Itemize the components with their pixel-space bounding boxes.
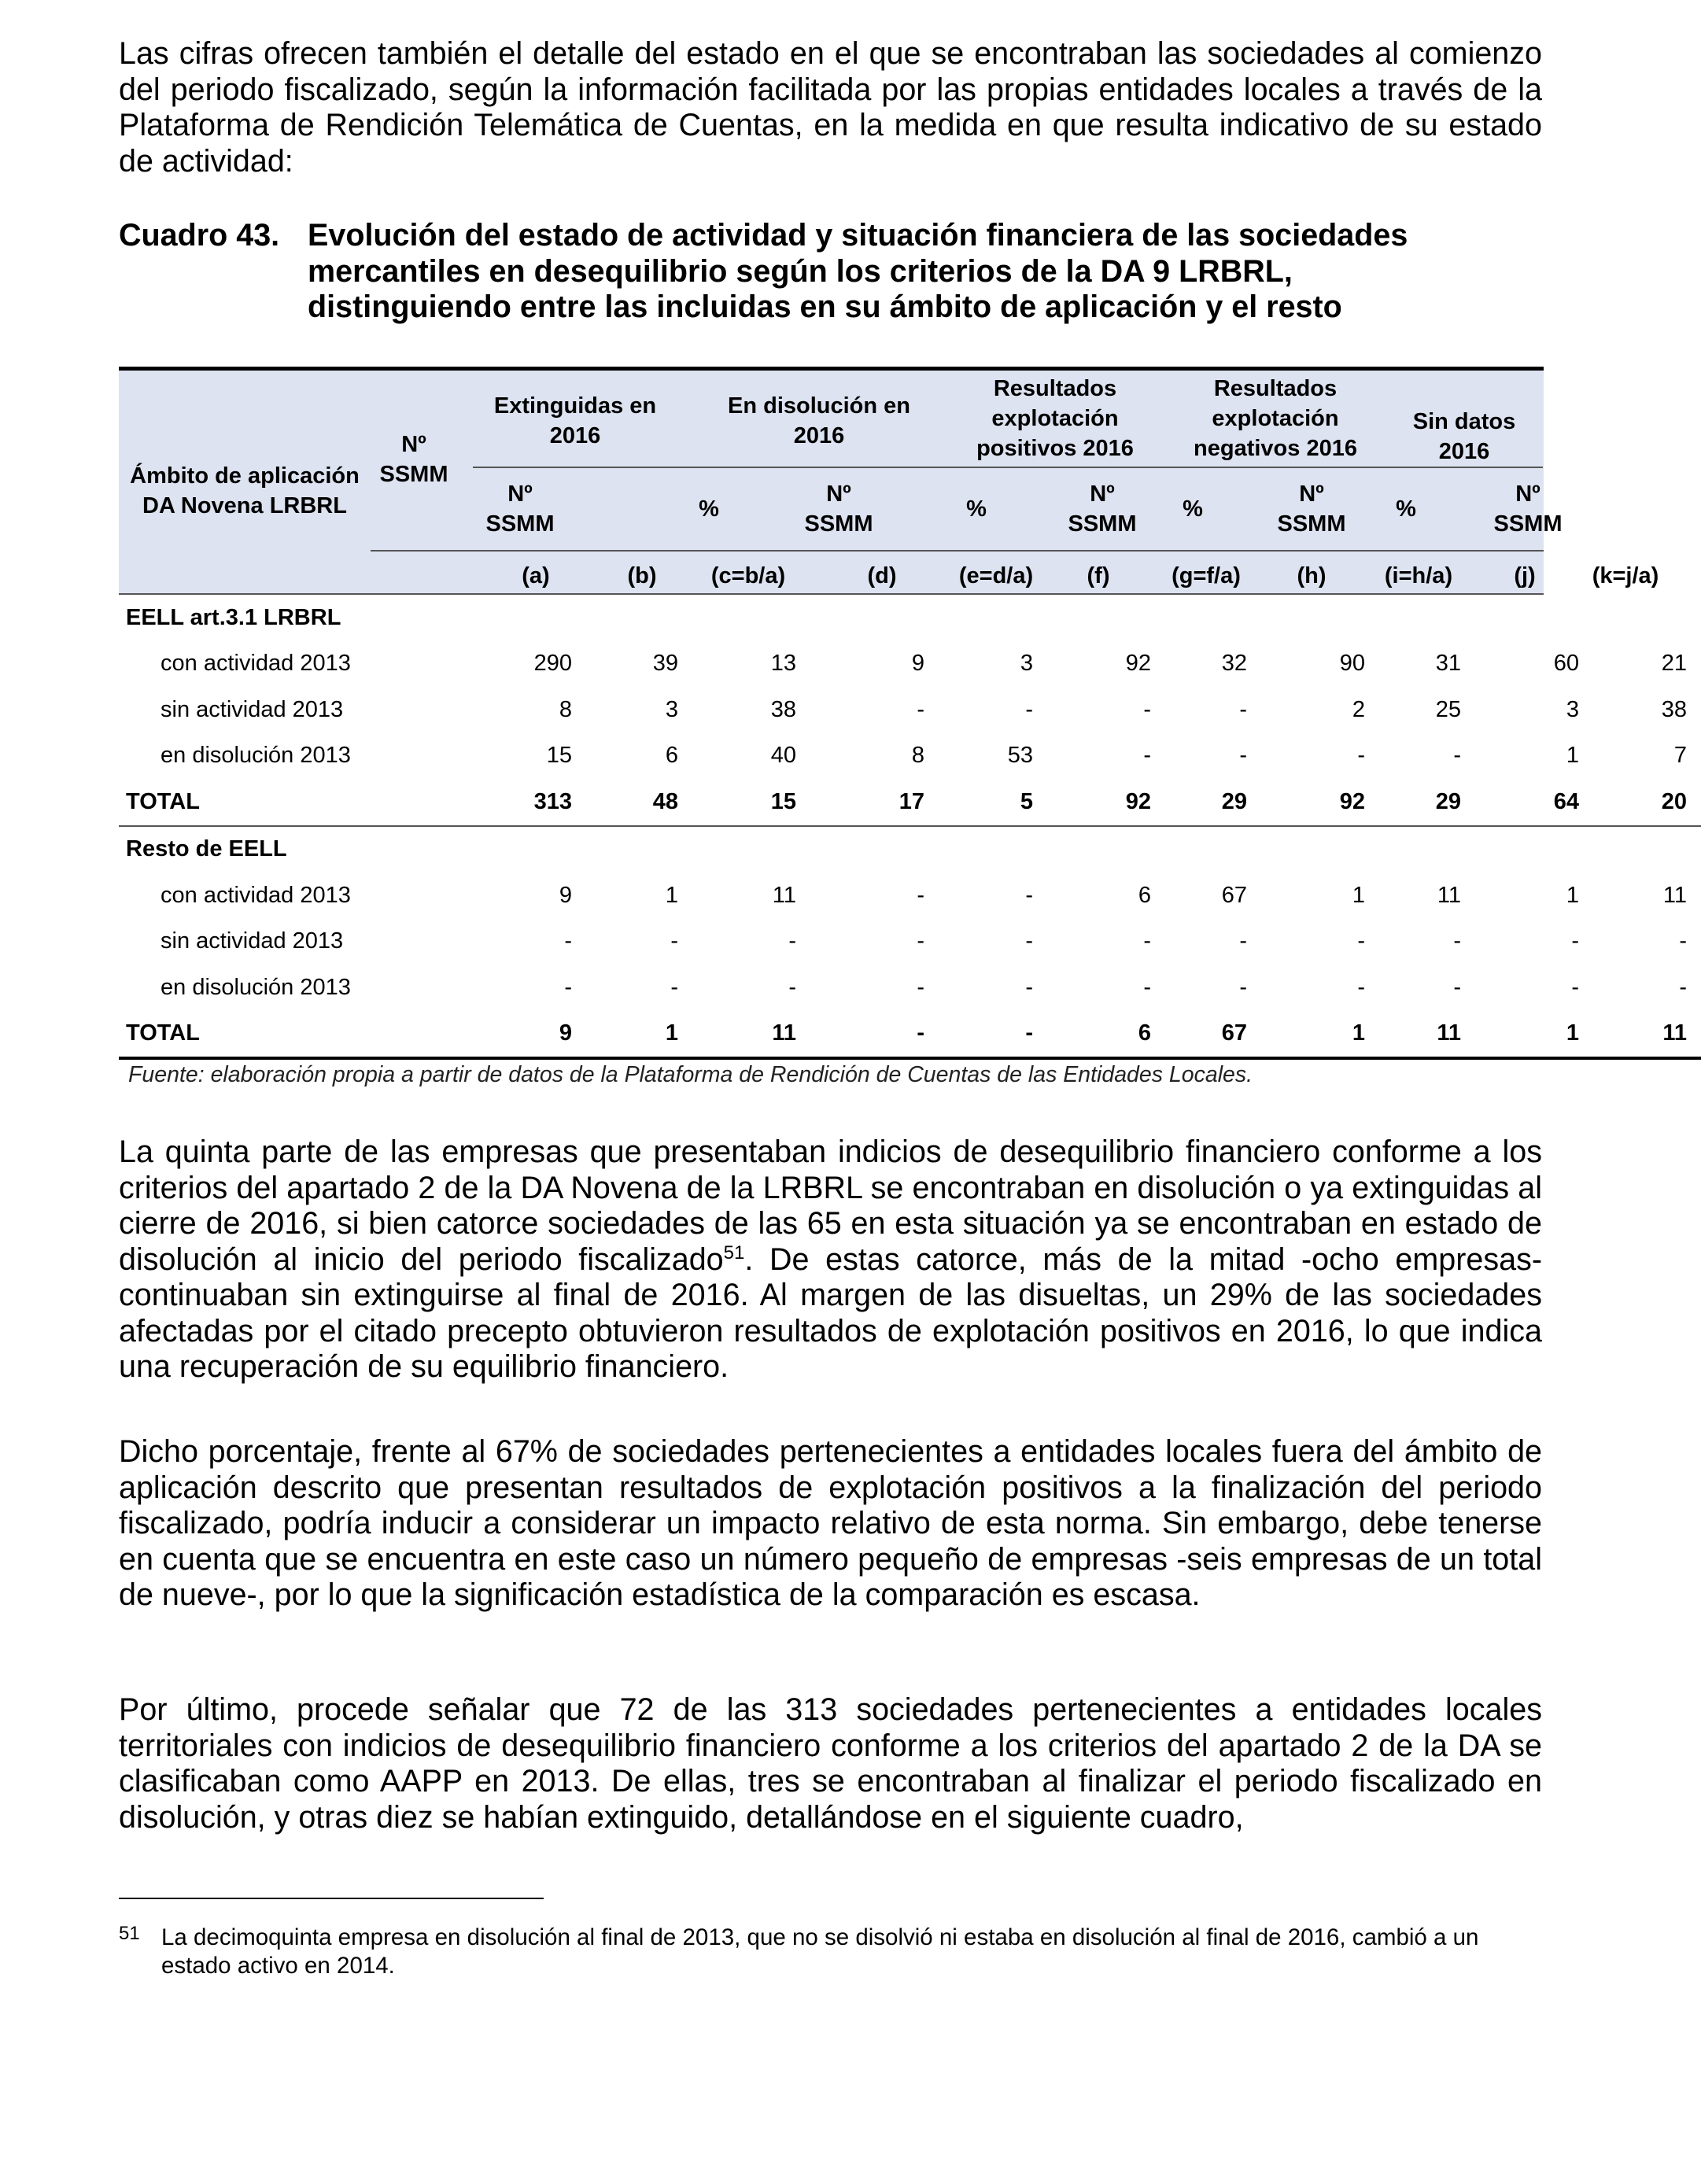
letter-cell: (f) [1087, 563, 1110, 588]
total-value: 29 [1165, 779, 1261, 826]
value-cell: 3 [1020, 651, 1033, 677]
value-cell: 6 [1138, 882, 1151, 908]
value-cell: 1 [1352, 882, 1365, 908]
table-row [119, 965, 1701, 1011]
value-cell: 15 [546, 743, 572, 769]
letter-cell: (j) [1514, 563, 1536, 588]
data-table [119, 367, 1688, 1060]
total-row [119, 779, 1701, 826]
value-cell: 38 [770, 696, 796, 722]
header-rule [1378, 467, 1543, 468]
value-cell: 25 [1435, 696, 1461, 722]
letter-cell: (g=f/a) [1172, 563, 1241, 588]
value-cell: 1 [665, 882, 678, 908]
table-row [119, 641, 1701, 688]
subheader-n: Nº SSMM [485, 481, 555, 537]
letter-cell: (e=d/a) [958, 563, 1034, 588]
caption-number: Cuadro 43. [119, 218, 280, 253]
total-value: 6 [1047, 1011, 1165, 1059]
value-cell: 8 [911, 743, 924, 769]
value-cell: - [917, 696, 924, 722]
value-cell: - [670, 928, 678, 954]
value-cell: - [670, 974, 678, 1000]
value-cell: - [1025, 928, 1033, 954]
letter-cell: (i=h/a) [1384, 563, 1453, 588]
header-ambito: Ámbito de aplicación DA Novena LRBRL [130, 463, 360, 518]
intro-paragraph: Las cifras ofrecen también el detalle del estado en el que se encontraban las sociedades al comienzo del periodo fiscalizado, según la información facilitada por las propias entidades locales a través de la Plataforma de Rendición Telemática de Cuentas, en la medida en que resulta indicativo de su estado de actividad: [119, 36, 1542, 179]
subheader-pct: % [966, 496, 987, 522]
total-value: 48 [586, 779, 692, 826]
row-label: con actividad 2013 [161, 651, 351, 677]
group-title: Resto de EELL [126, 836, 287, 862]
subheader-n: Nº SSMM [804, 481, 873, 537]
value-cell: 11 [1437, 882, 1461, 908]
value-cell: 31 [1435, 651, 1461, 677]
letter-cell: (h) [1297, 563, 1326, 588]
value-cell: 6 [665, 743, 678, 769]
row-label: con actividad 2013 [161, 882, 351, 908]
subheader-n: Nº SSMM [1493, 481, 1563, 537]
value-cell: 38 [1661, 696, 1688, 722]
body-paragraph-3: Por último, procede señalar que 72 de las 313 sociedades pertenecientes a entidades locales territoriales con indicios de desequilibrio financiero conforme a los criterios del apartado 2 de la DA se clasificaban como AAPP en 2013. De ellas, tres se encontraban al finalizar el periodo fiscalizado en disolución, y otras diez se habían extinguido, detallándose en el siguiente cuadro, [119, 1692, 1542, 1835]
total-value: 5 [939, 779, 1047, 826]
subheader-n: Nº SSMM [1068, 481, 1137, 537]
total-value: 92 [1261, 779, 1379, 826]
footnote-text: La decimoquinta empresa en disolución al final de 2013, que no se disolvió ni estaba en disolución al final de 2016, cambió a un estado activo en 2014. [161, 1924, 1479, 1979]
value-cell: - [1239, 696, 1247, 722]
value-cell: - [1453, 928, 1461, 954]
value-cell: - [1357, 974, 1365, 1000]
value-cell: - [917, 974, 924, 1000]
value-cell: - [1239, 974, 1247, 1000]
value-cell: - [1357, 928, 1365, 954]
total-row [119, 1011, 1701, 1059]
value-cell: 290 [533, 651, 572, 677]
table-header [119, 367, 1659, 595]
subheader-pct: % [1396, 496, 1416, 522]
value-cell: - [1025, 696, 1033, 722]
total-value: 67 [1165, 1011, 1261, 1059]
caption-line: distinguiendo entre las incluidas en su ámbito de aplicación y el resto [308, 290, 1342, 324]
total-value: 20 [1593, 779, 1701, 826]
value-cell: 67 [1221, 882, 1247, 908]
group-title: EELL art.3.1 LRBRL [126, 604, 341, 630]
letter-cell: (k=j/a) [1592, 563, 1659, 588]
value-cell: - [1143, 743, 1151, 769]
caption-line: Evolución del estado de actividad y situación financiera de las sociedades [308, 218, 1408, 253]
letter-cell: (b) [627, 563, 657, 588]
value-cell: - [1239, 928, 1247, 954]
value-cell: - [917, 882, 924, 908]
total-label: TOTAL [119, 1011, 371, 1059]
value-cell: - [1679, 928, 1688, 954]
total-value: 29 [1379, 779, 1475, 826]
value-cell: 2 [1352, 696, 1365, 722]
value-cell: - [1143, 696, 1151, 722]
total-value: 1 [1475, 1011, 1593, 1059]
subheader-rule [371, 550, 1544, 552]
table-row [119, 733, 1701, 780]
value-cell: 53 [1007, 743, 1033, 769]
table-body [119, 595, 1701, 1060]
value-cell: - [564, 928, 572, 954]
row-label: en disolución 2013 [161, 743, 351, 769]
letter-cell: (d) [867, 563, 897, 588]
row-label: sin actividad 2013 [161, 928, 344, 954]
value-cell: - [1453, 974, 1461, 1000]
total-value: 11 [692, 1011, 810, 1059]
value-cell: - [788, 928, 796, 954]
letter-cell: (a) [522, 563, 550, 588]
value-cell: 13 [770, 651, 796, 677]
subheader-pct: % [1183, 496, 1203, 522]
footnote-number: 51 [119, 1923, 140, 1944]
value-cell: 90 [1339, 651, 1365, 677]
value-cell: 11 [1662, 882, 1688, 908]
header-bottom-rule [119, 593, 1544, 595]
header-nssmm: Nº SSMM [379, 432, 448, 487]
group-title-row [119, 595, 1701, 641]
total-value: 15 [692, 779, 810, 826]
value-cell: 7 [1673, 743, 1688, 769]
header-negativos: Resultados explotación negativos 2016 [1194, 376, 1357, 461]
header-disolucion: En disolución en 2016 [727, 393, 910, 448]
value-cell: 32 [1221, 651, 1247, 677]
total-value: - [810, 1011, 939, 1059]
value-cell: 21 [1661, 651, 1688, 677]
value-cell: - [1143, 928, 1151, 954]
subheader-pct: % [699, 496, 719, 522]
footnote-separator [119, 1898, 544, 1899]
value-cell: - [1679, 974, 1688, 1000]
total-value: 313 [371, 779, 586, 826]
total-label: TOTAL [119, 779, 371, 826]
value-cell: 1 [1566, 882, 1579, 908]
value-cell: - [1357, 743, 1365, 769]
value-cell: 11 [772, 882, 796, 908]
value-cell: - [1239, 743, 1247, 769]
value-cell: - [1571, 974, 1579, 1000]
group-title-row [119, 826, 1701, 873]
footnote-ref[interactable]: 51 [723, 1241, 745, 1264]
header-positivos: Resultados explotación positivos 2016 [976, 376, 1134, 461]
value-cell: - [1025, 882, 1033, 908]
total-value: 1 [586, 1011, 692, 1059]
table-source: Fuente: elaboración propia a partir de datos de la Plataforma de Rendición de Cuentas de las Entidades Locales. [128, 1062, 1253, 1087]
body-paragraph-2: Dicho porcentaje, frente al 67% de sociedades pertenecientes a entidades locales fuera del ámbito de aplicación descrito que presentan resultados de explotación positivos a la finalización del periodo fiscalizado, podría inducir a considerar un impacto relativo de esta norma. Sin embargo, debe tenerse en cuenta que se encuentra en este caso un número pequeño de empresas -seis empresas de un total de nueve-, por lo que la significación estadística de la comparación es escasa. [119, 1434, 1542, 1612]
value-cell: - [788, 974, 796, 1000]
table-row [119, 872, 1701, 919]
value-cell: 9 [559, 882, 572, 908]
row-label: en disolución 2013 [161, 974, 351, 1000]
value-cell: 3 [1566, 696, 1579, 722]
header-extinguidas: Extinguidas en 2016 [493, 393, 657, 448]
body-paragraph-1: La quinta parte de las empresas que presentaban indicios de desequilibrio financiero conforme a los criterios del apartado 2 de la DA Novena de la LRBRL se encontraban en disolución o ya extinguidas al cierre de 2016, si bien catorce sociedades de las 65 en esta situación ya se encontraban en estado de disolución al inicio del periodo fiscalizado$^{51}$. De estas catorce, más de la mitad -ocho empresas- continuaban sin extinguirse al final de 2016. Al margen de las disueltas, un 29% de las sociedades afectadas por el citado precepto obtuvieron resultados de explotación positivos en 2016, lo que indica una recuperación de su equilibrio financiero. [119, 1134, 1543, 1384]
value-cell: 92 [1125, 651, 1151, 677]
value-cell: - [564, 974, 572, 1000]
header-sin-datos: Sin datos 2016 [1412, 409, 1516, 464]
caption-title [308, 218, 1542, 326]
total-value: - [939, 1011, 1047, 1059]
total-value: 17 [810, 779, 939, 826]
total-value: 9 [371, 1011, 586, 1059]
value-cell: 3 [665, 696, 678, 722]
value-cell: - [1571, 928, 1579, 954]
value-cell: 1 [1566, 743, 1579, 769]
value-cell: 40 [770, 743, 796, 769]
total-value: 1 [1261, 1011, 1379, 1059]
value-cell: - [917, 928, 924, 954]
value-cell: 9 [911, 651, 924, 677]
value-cell: - [1025, 974, 1033, 1000]
table-row [119, 919, 1701, 965]
value-cell: 60 [1553, 651, 1579, 677]
row-label: sin actividad 2013 [161, 696, 344, 722]
value-cell: - [1143, 974, 1151, 1000]
total-value: 64 [1475, 779, 1593, 826]
subheader-n: Nº SSMM [1277, 481, 1346, 537]
total-value: 92 [1047, 779, 1165, 826]
letter-cell: (c=b/a) [710, 563, 786, 588]
value-cell: 8 [559, 696, 572, 722]
total-value: 11 [1379, 1011, 1475, 1059]
table-caption [119, 218, 1542, 326]
footnote [119, 1924, 1542, 1980]
caption-line: mercantiles en desequilibrio según los criterios de la DA 9 LRBRL, [308, 253, 1293, 289]
value-cell: 39 [652, 651, 678, 677]
table-row [119, 687, 1701, 733]
total-value: 11 [1593, 1011, 1701, 1059]
value-cell: - [1453, 743, 1461, 769]
